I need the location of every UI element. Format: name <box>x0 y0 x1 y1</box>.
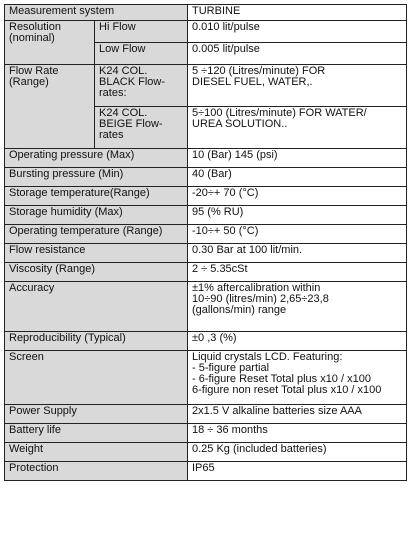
spec-table-container <box>4 4 406 481</box>
operating-pressure-value: 10 (Bar) 145 (psi) <box>188 149 407 168</box>
bursting-pressure-value: 40 (Bar) <box>188 168 407 187</box>
table-row-bursting-pressure <box>5 168 407 187</box>
flow-rate-beige-label: K24 COL. BEIGE Flow- rates <box>95 107 188 149</box>
flow-rate-beige-value: 5÷100 (Litres/minute) FOR WATER/ UREA SOLUTION.. <box>188 107 407 149</box>
storage-humidity-label: Storage humidity (Max) <box>5 206 188 225</box>
protection-label: Protection <box>5 462 188 481</box>
viscosity-label: Viscosity (Range) <box>5 263 188 282</box>
battery-life-value: 18 ÷ 36 months <box>188 424 407 443</box>
table-row-flow-resistance <box>5 244 407 263</box>
flow-rate-black-label: K24 COL. BLACK Flow- rates: <box>95 65 188 107</box>
table-row-storage-humidity <box>5 206 407 225</box>
reproducibility-value: ±0 ,3 (%) <box>188 332 407 351</box>
table-row-power-supply <box>5 405 407 424</box>
measurement-system-value: TURBINE <box>188 5 407 21</box>
viscosity-value: 2 ÷ 5.35cSt <box>188 263 407 282</box>
screen-value: Liquid crystals LCD. Featuring: - 5-figure partial - 6-figure Reset Total plus x10 / x100 6-figure non reset Total plus x10 / x100 <box>188 351 407 405</box>
storage-temperature-label: Storage temperature(Range) <box>5 187 188 206</box>
table-row-operating-temperature <box>5 225 407 244</box>
protection-value: IP65 <box>188 462 407 481</box>
bursting-pressure-label: Bursting pressure (Min) <box>5 168 188 187</box>
flow-rate-black-value: 5 ÷120 (Litres/minute) FOR DIESEL FUEL, WATER,. <box>188 65 407 107</box>
flow-resistance-value: 0.30 Bar at 100 lit/min. <box>188 244 407 263</box>
resolution-label: Resolution (nominal) <box>5 21 95 65</box>
measurement-system-label: Measurement system <box>5 5 188 21</box>
flow-resistance-label: Flow resistance <box>5 244 188 263</box>
screen-label: Screen <box>5 351 188 405</box>
power-supply-label: Power Supply <box>5 405 188 424</box>
table-row-operating-pressure <box>5 149 407 168</box>
table-row-viscosity <box>5 263 407 282</box>
operating-temperature-label: Operating temperature (Range) <box>5 225 188 244</box>
table-row-battery-life <box>5 424 407 443</box>
resolution-hi-flow-value: 0.010 lit/pulse <box>188 21 407 43</box>
accuracy-value: ±1% aftercalibration within 10÷90 (litres/min) 2,65÷23,8 (gallons/min) range <box>188 282 407 332</box>
power-supply-value: 2x1.5 V alkaline batteries size AAA <box>188 405 407 424</box>
table-row-accuracy <box>5 282 407 332</box>
weight-value: 0.25 Kg (included batteries) <box>188 443 407 462</box>
battery-life-label: Battery life <box>5 424 188 443</box>
resolution-hi-flow-label: Hi Flow <box>95 21 188 43</box>
storage-temperature-value: -20÷+ 70 (°C) <box>188 187 407 206</box>
table-row-weight <box>5 443 407 462</box>
operating-pressure-label: Operating pressure (Max) <box>5 149 188 168</box>
table-row-flow-rate-black <box>5 65 407 107</box>
table-row-reproducibility <box>5 332 407 351</box>
operating-temperature-value: -10÷+ 50 (°C) <box>188 225 407 244</box>
table-row-resolution-hi <box>5 21 407 43</box>
storage-humidity-value: 95 (% RU) <box>188 206 407 225</box>
specifications-table <box>4 4 407 481</box>
weight-label: Weight <box>5 443 188 462</box>
accuracy-label: Accuracy <box>5 282 188 332</box>
table-row-protection <box>5 462 407 481</box>
table-row-storage-temperature <box>5 187 407 206</box>
table-row-screen <box>5 351 407 405</box>
flow-rate-label: Flow Rate (Range) <box>5 65 95 149</box>
resolution-low-flow-value: 0.005 lit/pulse <box>188 43 407 65</box>
resolution-low-flow-label: Low Flow <box>95 43 188 65</box>
table-row-measurement-system <box>5 5 407 21</box>
reproducibility-label: Reproducibility (Typical) <box>5 332 188 351</box>
